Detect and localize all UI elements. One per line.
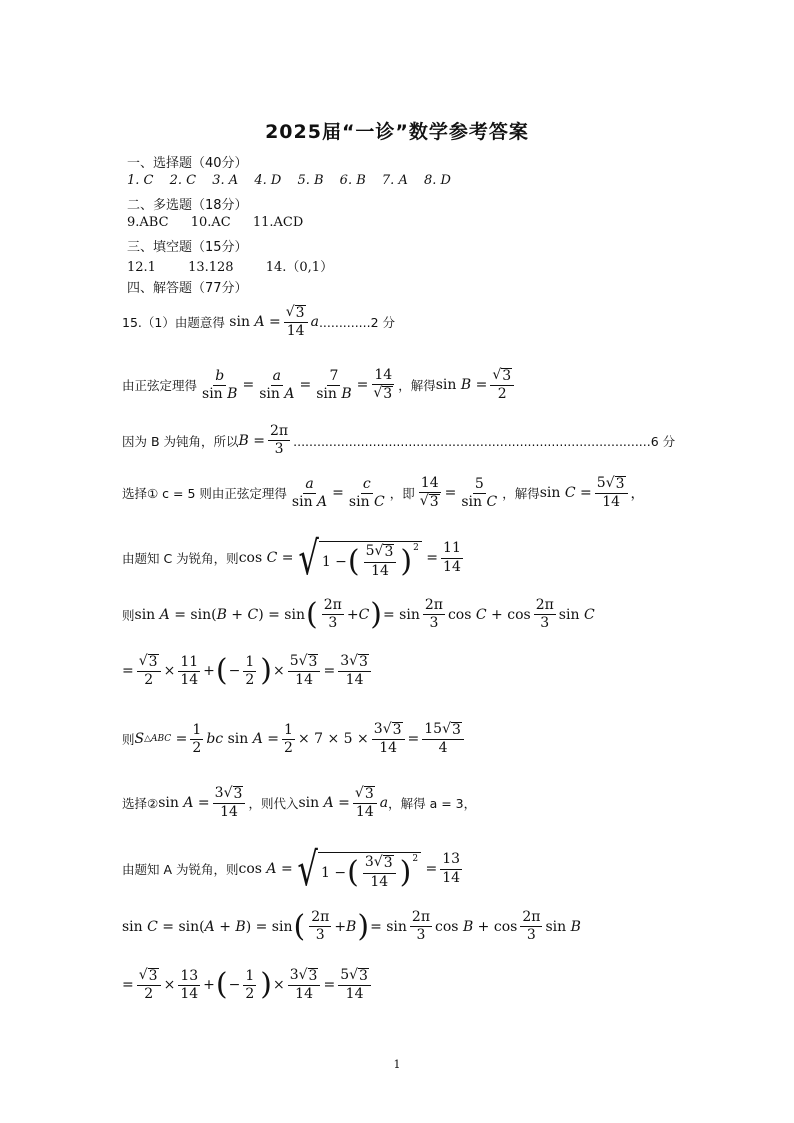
q15-line-4: 选择① c = 5 则由正弦定理得 $\frac{a}{\text{sin A}}$ = $\frac{c}{\text{sin C}}$ ，即 14 √ 3 = $\frac{5}{\text{sin C}}$ ，解得 sin C = 5√ 3 14 ， — [122, 475, 645, 511]
text-then: 则 — [122, 732, 135, 748]
q15-label: 15.（1）由题意得 — [122, 315, 225, 331]
text-solve: ，解得 — [398, 378, 436, 394]
q15-line-11: sin C = sin(A + B) = sin ( $\frac{2\pi}{3}$ + B ) = sin $\frac{2\pi}{3}$ cos B + cos $\frac{2\pi}{3}$ sin B — [122, 908, 581, 944]
answer-item: 13.128 — [188, 260, 234, 275]
text-acute-c: 由题知 C 为锐角，则 — [122, 551, 239, 566]
answer-item: 7. A — [381, 173, 408, 188]
text-solve-a: ，解得 a = 3， — [388, 796, 477, 812]
q15-line-7: = √ 3 2 × $\frac{11}{14}$ + ( − $\frac{1}{2}$ ) × 5√ 3 14 = 3√ 3 14 — [122, 654, 374, 689]
answer-item: 9.ABC — [127, 215, 169, 230]
score-note: ..........................................................................................6 分 — [293, 433, 676, 449]
text-then: 则 — [122, 607, 135, 623]
answer-item: 2. C — [169, 173, 197, 188]
text-ie: ，即 — [389, 486, 415, 502]
answer-item: 10.AC — [190, 215, 231, 230]
q15-line-3: 因为 B 为钝角，所以 B = $\frac{2\pi}{3}$ ..........................................................................................6 分 — [122, 423, 676, 458]
q15-line-2: 由正弦定理得 $\frac{b}{\text{sin B}}$ = $\frac{a}{\text{sin A}}$ = $\frac{7}{\text{sin B}}$ = 14 √ 3 ，解得 sin B = √ 3 2 — [122, 368, 517, 403]
q15-line-9: 选择② sin A = 3√ 3 14 ，则代入 sin A = √ 3 14 a ，解得 a = 3， — [122, 785, 477, 821]
q15-line-10: 由题知 A 为锐角，则 cos A = √ 1 − ( 3√ 3 14 ) 2 = $\frac{13}{14}$ — [122, 842, 461, 896]
q15-line-6: 则 sin A = sin(B + C) = sin ( $\frac{2\pi}{3}$ + C ) = sin $\frac{2\pi}{3}$ cos C + cos $\frac{2\pi}{3}$ sin C — [122, 596, 595, 632]
q15-line-1: 15.（1）由题意得 sin A = √ 3 14 a .............2 分 — [122, 304, 396, 340]
score-note: .............2 分 — [318, 315, 396, 331]
text-law-of-sines: 由正弦定理得 — [122, 378, 198, 394]
multi-answers — [127, 215, 321, 230]
section-heading-solution: 四、解答题（77分） — [127, 281, 248, 296]
answer-item: 8. D — [423, 173, 451, 188]
section-heading-fill: 三、填空题（15分） — [127, 240, 248, 255]
text-choose-1: 选择① c = 5 则由正弦定理得 — [122, 486, 287, 502]
section-heading-multi: 二、多选题（18分） — [127, 198, 248, 213]
answer-item: 14.（0,1） — [265, 260, 334, 275]
answer-item: 11.ACD — [252, 215, 304, 230]
answer-item: 4. D — [254, 173, 282, 188]
text-obtuse: 因为 B 为钝角，所以 — [122, 433, 239, 449]
q15-line-5: 由题知 C 为锐角，则 cos C = √ 1 − ( 5√ 3 14 ) 2 = $\frac{11}{14}$ — [122, 531, 461, 585]
answer-item: 6. B — [339, 173, 366, 188]
text-solve: ，解得 — [502, 486, 540, 502]
page-title: 2025届“一诊”数学参考答案 — [265, 121, 529, 143]
answer-item: 1. C — [127, 173, 154, 188]
answer-item: 12.1 — [127, 260, 156, 275]
page-number: 1 — [393, 1058, 401, 1071]
text-substitute: ，则代入 — [248, 796, 299, 812]
section-heading-choice: 一、选择题（40分） — [127, 156, 248, 171]
answer-item: 3. A — [212, 173, 239, 188]
text-choose-2: 选择② — [122, 796, 159, 812]
answer-item: 5. B — [297, 173, 324, 188]
text-acute-a: 由题知 A 为锐角，则 — [122, 862, 239, 877]
q15-line-12: = √ 3 2 × $\frac{13}{14}$ + ( − $\frac{1}{2}$ ) × 3√ 3 14 = 5√ 3 14 — [122, 968, 374, 1003]
choice-answers — [127, 173, 463, 188]
q15-line-8: 则 S △ABC = $\frac{1}{2}$ bc sin A = $\frac{1}{2}$ × 7 × 5 × 3√ 3 14 = 15√ 3 4 — [122, 722, 467, 757]
fill-answers — [127, 256, 361, 275]
